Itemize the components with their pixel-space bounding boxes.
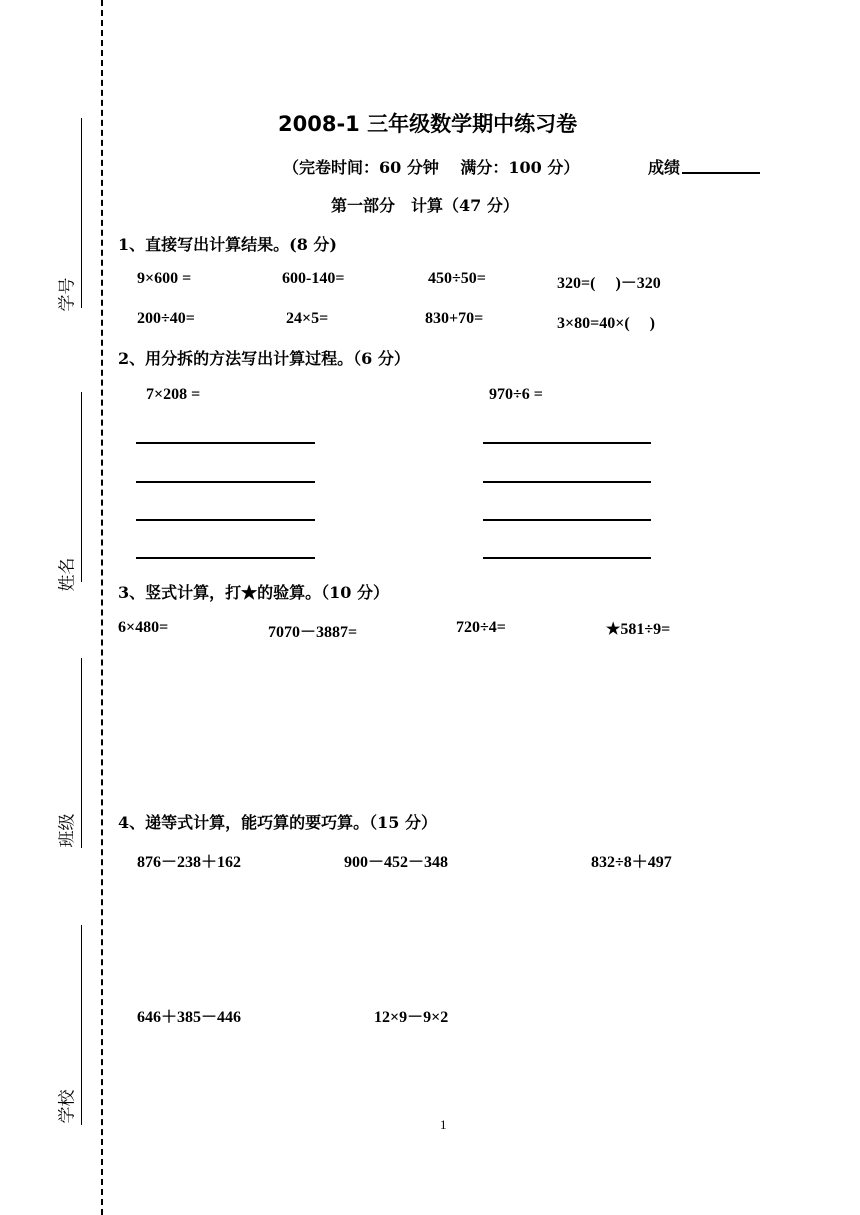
class-label: 班级 [57, 813, 78, 848]
q1-r1-item2: 600-140= [282, 270, 345, 287]
q3-item4: ★581÷9= [606, 621, 671, 638]
q2-left-answer-line [136, 481, 315, 483]
q1-r1-item3: 450÷50= [428, 270, 486, 287]
exam-title: 2008-1 三年级数学期中练习卷 [278, 112, 578, 136]
q1-r2-item3: 830+70= [425, 310, 484, 327]
score-blank-line [682, 172, 760, 174]
q3-item1: 6×480= [118, 619, 169, 636]
q2-right-answer-line [483, 519, 651, 521]
q4-r2-item2: 12×9－9×2 [374, 1009, 449, 1026]
binding-dashed-line [101, 0, 103, 1215]
q2-left-answer-line [136, 557, 315, 559]
student-id-line [81, 118, 82, 308]
q1-r1-item4: 320=( )－320 [557, 275, 661, 292]
q3-item3: 720÷4= [456, 619, 506, 636]
q2-left-expression: 7×208 = [146, 386, 201, 403]
name-label: 姓名 [57, 557, 78, 592]
school-line [81, 925, 82, 1125]
q2-right-answer-line [483, 557, 651, 559]
q2-title: 2、用分拆的方法写出计算过程。（6 分） [118, 349, 410, 368]
score-label: 成绩 [648, 158, 681, 177]
name-line [81, 392, 82, 582]
exam-info: （完卷时间：60 分钟 满分：100 分） [283, 158, 580, 177]
q2-left-answer-line [136, 519, 315, 521]
q1-r2-item1: 200÷40= [137, 310, 195, 327]
q1-r1-item1: 9×600 = [137, 270, 192, 287]
q4-r1-item1: 876－238＋162 [137, 854, 242, 871]
class-line [81, 658, 82, 848]
q2-left-answer-line [136, 442, 315, 444]
q1-r2-item4: 3×80=40×( ) [557, 315, 656, 332]
q3-title: 3、竖式计算，打★的验算。（10 分） [118, 583, 389, 602]
school-label: 学校 [57, 1089, 78, 1124]
q1-r2-item2: 24×5= [286, 310, 329, 327]
q2-right-answer-line [483, 481, 651, 483]
q3-item2: 7070－3887= [268, 624, 358, 641]
q2-right-expression: 970÷6 = [489, 386, 543, 403]
q4-r1-item2: 900－452－348 [344, 854, 449, 871]
student-id-label: 学号 [57, 277, 78, 312]
part1-heading: 第一部分 计算（47 分） [331, 196, 519, 215]
score-field [648, 155, 760, 178]
q1-title: 1、直接写出计算结果。(8 分) [118, 235, 337, 254]
q2-right-answer-line [483, 442, 651, 444]
q4-title: 4、递等式计算，能巧算的要巧算。（15 分） [118, 813, 437, 832]
q4-r1-item3: 832÷8＋497 [591, 854, 672, 871]
q4-r2-item1: 646＋385－446 [137, 1009, 242, 1026]
page-number: 1 [440, 1117, 447, 1132]
